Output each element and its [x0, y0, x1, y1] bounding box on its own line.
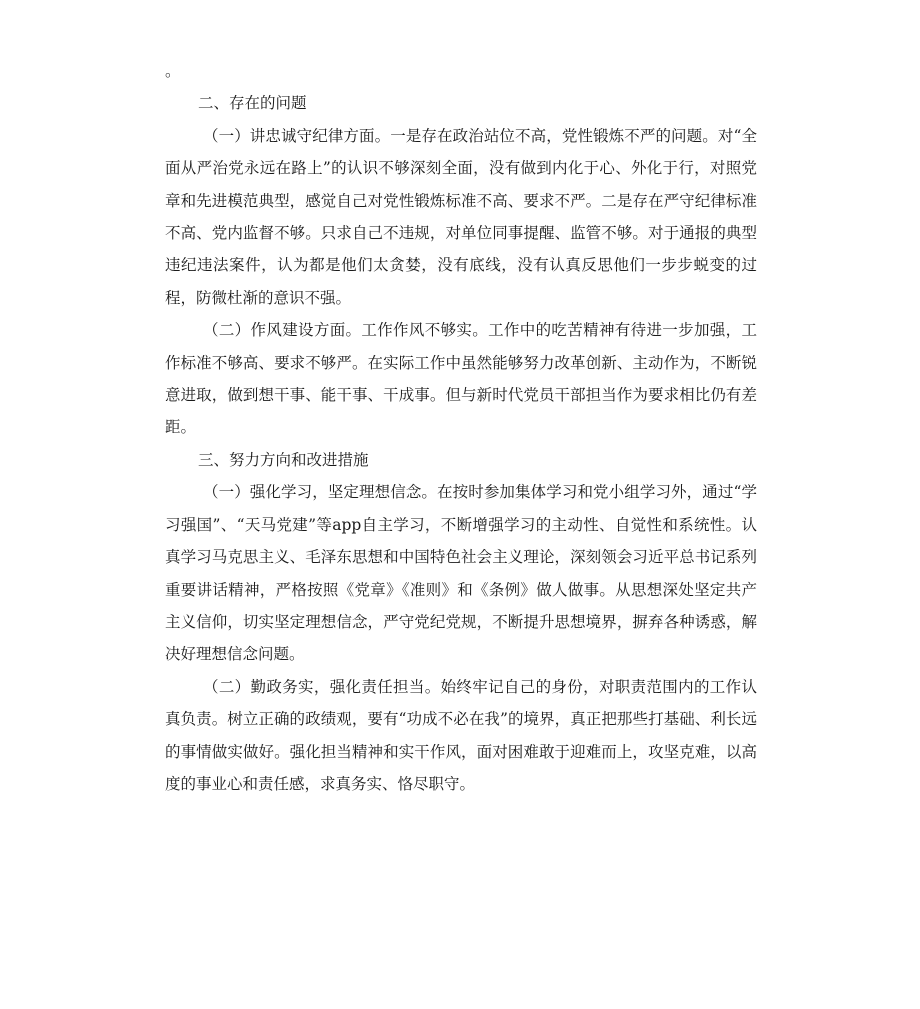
section-heading-problems: 二、存在的问题	[198, 94, 307, 113]
paragraph-loyalty-discipline: （一）讲忠诚守纪律方面。一是存在政治站位不高，党性锻炼不严的问题。对“全面从严治党永远在路上”的认识不够深刻全面，没有做到内化于心、外化于行，对照党章和先进模范典型，感觉自己对党性锻炼标准不高、要求不严。二是存在严守纪律标准不高、党内监督不够。只求自己不违规，对单位同事提醒、监管不够。对于通报的典型违纪违法案件，认为都是他们太贪婪，没有底线，没有认真反思他们一步步蜕变的过程，防微杜渐的意识不强。	[165, 126, 757, 307]
section-heading-improvements: 三、努力方向和改进措施	[198, 450, 369, 469]
document-page	[165, 55, 757, 800]
paragraph-strengthen-learning: （一）强化学习，坚定理想信念。在按时参加集体学习和党小组学习外，通过“学习强国”、“天马党建”等app自主学习，不断增强学习的主动性、自觉性和系统性。认真学习马克思主义、毛泽东思想和中国特色社会主义理论，深刻领会习近平总书记系列重要讲话精神，严格按照《党章》《准则》和《条例》做人做事。从思想深处坚定共产主义信仰，切实坚定理想信念，严守党纪党规，不断提升思想境界，摒弃各种诱惑，解决好理想信念问题。	[165, 483, 757, 664]
paragraph-diligence-responsibility: （二）勤政务实，强化责任担当。始终牢记自己的身份，对职责范围内的工作认真负责。树立正确的政绩观，要有“功成不必在我”的境界，真正把那些打基础、利长远的事情做实做好。强化担当精神和实干作风，面对困难敢于迎难而上，攻坚克难，以高度的事业心和责任感，求真务实、恪尽职守。	[165, 677, 757, 793]
leading-fragment: 。	[165, 62, 181, 80]
paragraph-work-style: （二）作风建设方面。工作作风不够实。工作中的吃苦精神有待进一步加强，工作标准不够高、要求不够严。在实际工作中虽然能够努力改革创新、主动作为，不断锐意进取，做到想干事、能干事、干成事。但与新时代党员干部担当作为要求相比仍有差距。	[165, 321, 757, 437]
